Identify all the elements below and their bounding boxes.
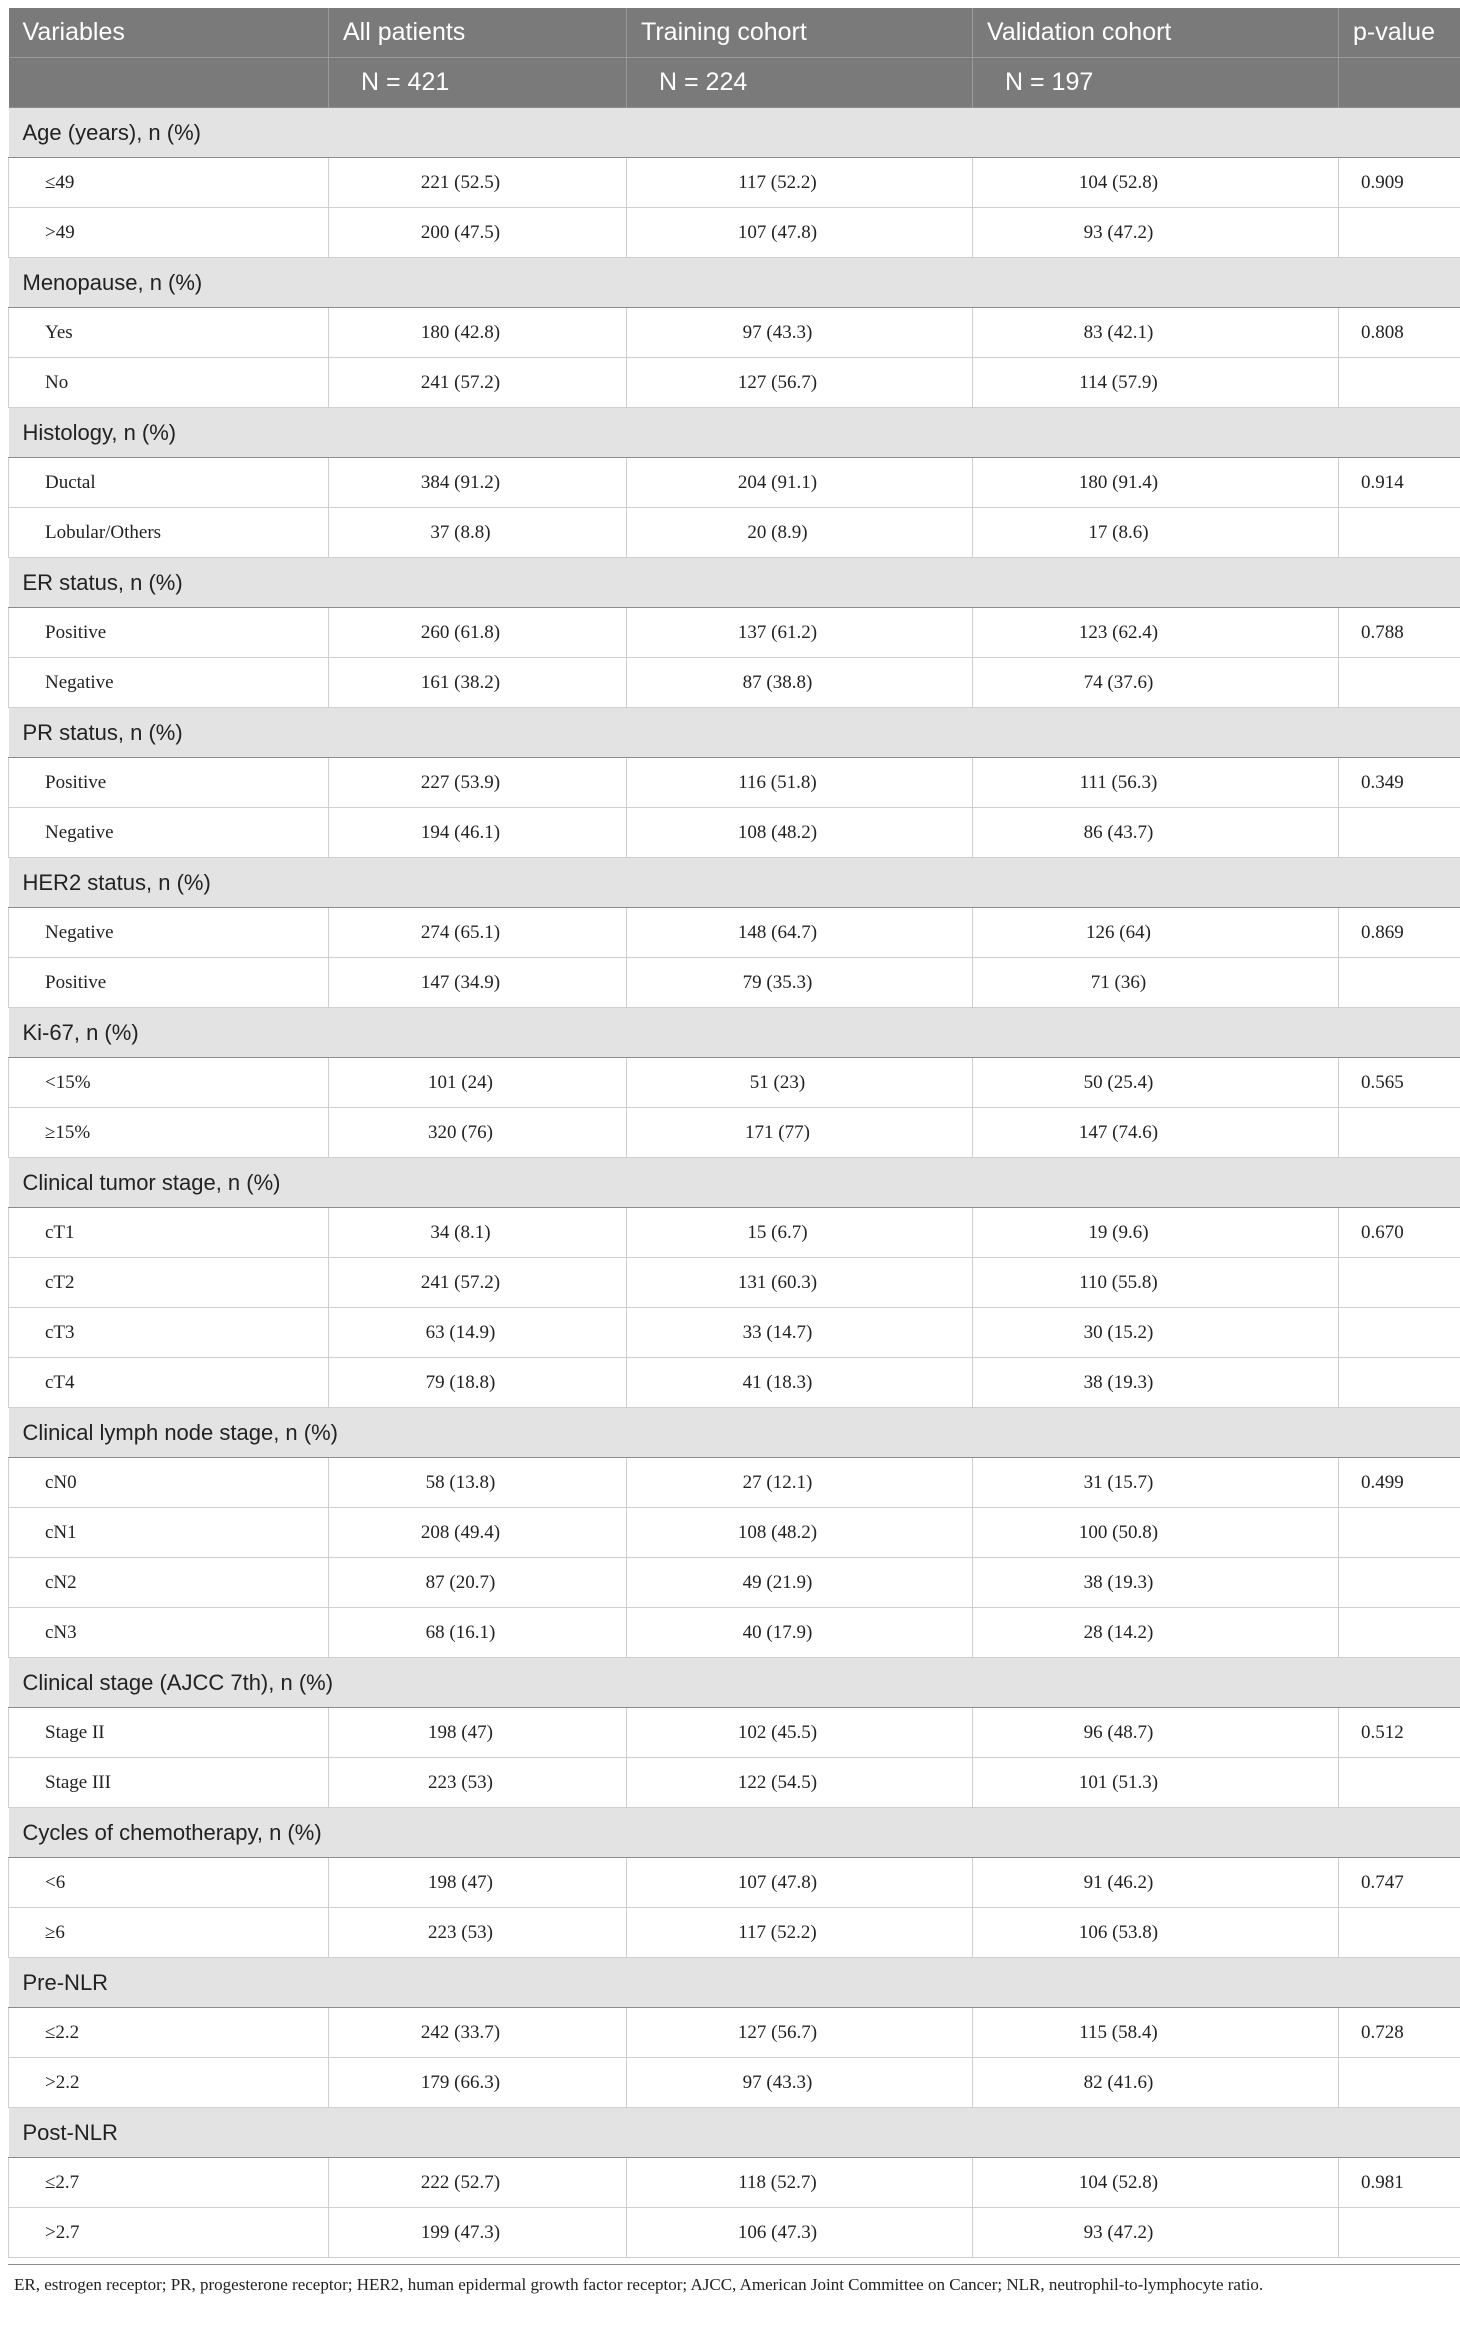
row-label-cell: Stage III — [9, 1758, 329, 1808]
row-label-cell: <6 — [9, 1858, 329, 1908]
group-header-row — [9, 1808, 1460, 1858]
row-label-cell: >2.2 — [9, 2058, 329, 2108]
p-value-cell: 0.808 — [1339, 308, 1460, 358]
validation-cohort-cell: 114 (57.9) — [973, 358, 1339, 408]
table-row — [9, 1908, 1460, 1958]
table-row — [9, 1708, 1460, 1758]
group-title: Post-NLR — [9, 2108, 1460, 2158]
training-cohort-cell: 33 (14.7) — [627, 1308, 973, 1358]
validation-cohort-cell: 28 (14.2) — [973, 1608, 1339, 1658]
row-label-cell: Positive — [9, 758, 329, 808]
table-row — [9, 908, 1460, 958]
validation-cohort-cell: 106 (53.8) — [973, 1908, 1339, 1958]
group-header-row — [9, 108, 1460, 158]
table-row — [9, 1458, 1460, 1508]
header-row — [9, 8, 1460, 58]
validation-cohort-cell: 126 (64) — [973, 908, 1339, 958]
p-value-cell — [1339, 2208, 1460, 2258]
group-header-row — [9, 2108, 1460, 2158]
p-value-cell: 0.747 — [1339, 1858, 1460, 1908]
table-row — [9, 658, 1460, 708]
row-label-cell: cT2 — [9, 1258, 329, 1308]
all-patients-cell: 198 (47) — [329, 1708, 627, 1758]
column-header-p-value: p-value — [1339, 8, 1460, 58]
group-title: PR status, n (%) — [9, 708, 1460, 758]
p-value-cell — [1339, 208, 1460, 258]
p-value-cell: 0.788 — [1339, 608, 1460, 658]
all-patients-cell: 194 (46.1) — [329, 808, 627, 858]
validation-cohort-cell: 17 (8.6) — [973, 508, 1339, 558]
training-cohort-cell: 127 (56.7) — [627, 358, 973, 408]
all-patients-cell: 223 (53) — [329, 1908, 627, 1958]
row-label-cell: cN2 — [9, 1558, 329, 1608]
table-row — [9, 2208, 1460, 2258]
p-value-cell — [1339, 1308, 1460, 1358]
table-footnote: ER, estrogen receptor; PR, progesterone receptor; HER2, human epidermal growth factor receptor; AJCC, American Joint Committee on Cancer; NLR, neutrophil-to-lymphocyte ratio. — [8, 2264, 1460, 2311]
group-title: Clinical stage (AJCC 7th), n (%) — [9, 1658, 1460, 1708]
validation-cohort-cell: 111 (56.3) — [973, 758, 1339, 808]
validation-cohort-cell: 96 (48.7) — [973, 1708, 1339, 1758]
all-patients-cell: 63 (14.9) — [329, 1308, 627, 1358]
validation-cohort-cell: 147 (74.6) — [973, 1108, 1339, 1158]
table-header — [9, 8, 1460, 108]
all-patients-cell: 223 (53) — [329, 1758, 627, 1808]
training-cohort-cell: 108 (48.2) — [627, 1508, 973, 1558]
validation-cohort-cell: 38 (19.3) — [973, 1558, 1339, 1608]
validation-cohort-cell: 93 (47.2) — [973, 2208, 1339, 2258]
all-patients-cell: 198 (47) — [329, 1858, 627, 1908]
row-label-cell: cN1 — [9, 1508, 329, 1558]
group-header-row — [9, 408, 1460, 458]
training-cohort-cell: 116 (51.8) — [627, 758, 973, 808]
table-row — [9, 1108, 1460, 1158]
p-value-cell — [1339, 1608, 1460, 1658]
all-patients-cell: 274 (65.1) — [329, 908, 627, 958]
group-title: Clinical tumor stage, n (%) — [9, 1158, 1460, 1208]
row-label-cell: >49 — [9, 208, 329, 258]
validation-cohort-cell: 19 (9.6) — [973, 1208, 1339, 1258]
all-patients-cell: 320 (76) — [329, 1108, 627, 1158]
table-row — [9, 1258, 1460, 1308]
training-cohort-cell: 137 (61.2) — [627, 608, 973, 658]
validation-cohort-cell: 74 (37.6) — [973, 658, 1339, 708]
training-cohort-cell: 97 (43.3) — [627, 308, 973, 358]
validation-cohort-cell: 83 (42.1) — [973, 308, 1339, 358]
p-value-cell: 0.499 — [1339, 1458, 1460, 1508]
row-label-cell: >2.7 — [9, 2208, 329, 2258]
training-cohort-cell: 171 (77) — [627, 1108, 973, 1158]
all-patients-cell: 384 (91.2) — [329, 458, 627, 508]
group-title: ER status, n (%) — [9, 558, 1460, 608]
training-cohort-cell: 127 (56.7) — [627, 2008, 973, 2058]
all-patients-cell: 200 (47.5) — [329, 208, 627, 258]
group-header-row — [9, 1158, 1460, 1208]
p-value-cell: 0.670 — [1339, 1208, 1460, 1258]
validation-cohort-cell: 123 (62.4) — [973, 608, 1339, 658]
row-label-cell: Positive — [9, 958, 329, 1008]
count-training-cohort: N = 224 — [627, 58, 973, 108]
all-patients-cell: 180 (42.8) — [329, 308, 627, 358]
p-value-cell — [1339, 1358, 1460, 1408]
row-label-cell: ≤2.2 — [9, 2008, 329, 2058]
all-patients-cell: 241 (57.2) — [329, 1258, 627, 1308]
row-label-cell: Ductal — [9, 458, 329, 508]
p-value-cell — [1339, 358, 1460, 408]
all-patients-cell: 221 (52.5) — [329, 158, 627, 208]
group-header-row — [9, 1658, 1460, 1708]
row-label-cell: Negative — [9, 658, 329, 708]
table-row — [9, 758, 1460, 808]
training-cohort-cell: 97 (43.3) — [627, 2058, 973, 2108]
p-value-cell — [1339, 1258, 1460, 1308]
training-cohort-cell: 41 (18.3) — [627, 1358, 973, 1408]
p-value-cell: 0.728 — [1339, 2008, 1460, 2058]
count-all-patients: N = 421 — [329, 58, 627, 108]
validation-cohort-cell: 86 (43.7) — [973, 808, 1339, 858]
row-label-cell: Stage II — [9, 1708, 329, 1758]
column-header-validation-cohort: Validation cohort — [973, 8, 1339, 58]
table-row — [9, 358, 1460, 408]
group-title: Ki-67, n (%) — [9, 1008, 1460, 1058]
all-patients-cell: 147 (34.9) — [329, 958, 627, 1008]
all-patients-cell: 222 (52.7) — [329, 2158, 627, 2208]
header-count-row — [9, 58, 1460, 108]
row-label-cell: Yes — [9, 308, 329, 358]
all-patients-cell: 58 (13.8) — [329, 1458, 627, 1508]
group-title: Cycles of chemotherapy, n (%) — [9, 1808, 1460, 1858]
all-patients-cell: 68 (16.1) — [329, 1608, 627, 1658]
validation-cohort-cell: 100 (50.8) — [973, 1508, 1339, 1558]
count-validation-cohort: N = 197 — [973, 58, 1339, 108]
validation-cohort-cell: 91 (46.2) — [973, 1858, 1339, 1908]
p-value-cell — [1339, 1108, 1460, 1158]
group-header-row — [9, 1408, 1460, 1458]
all-patients-cell: 37 (8.8) — [329, 508, 627, 558]
p-value-cell: 0.981 — [1339, 2158, 1460, 2208]
row-label-cell: ≤49 — [9, 158, 329, 208]
all-patients-cell: 179 (66.3) — [329, 2058, 627, 2108]
validation-cohort-cell: 104 (52.8) — [973, 158, 1339, 208]
training-cohort-cell: 40 (17.9) — [627, 1608, 973, 1658]
p-value-cell — [1339, 1908, 1460, 1958]
all-patients-cell: 101 (24) — [329, 1058, 627, 1108]
row-label-cell: Positive — [9, 608, 329, 658]
training-cohort-cell: 15 (6.7) — [627, 1208, 973, 1258]
training-cohort-cell: 79 (35.3) — [627, 958, 973, 1008]
group-header-row — [9, 858, 1460, 908]
validation-cohort-cell: 101 (51.3) — [973, 1758, 1339, 1808]
training-cohort-cell: 107 (47.8) — [627, 1858, 973, 1908]
training-cohort-cell: 204 (91.1) — [627, 458, 973, 508]
p-value-cell — [1339, 658, 1460, 708]
all-patients-cell: 34 (8.1) — [329, 1208, 627, 1258]
group-title: Clinical lymph node stage, n (%) — [9, 1408, 1460, 1458]
all-patients-cell: 87 (20.7) — [329, 1558, 627, 1608]
p-value-cell — [1339, 508, 1460, 558]
p-value-cell — [1339, 1508, 1460, 1558]
training-cohort-cell: 20 (8.9) — [627, 508, 973, 558]
row-label-cell: ≥6 — [9, 1908, 329, 1958]
p-value-cell: 0.869 — [1339, 908, 1460, 958]
all-patients-cell: 161 (38.2) — [329, 658, 627, 708]
group-title: Histology, n (%) — [9, 408, 1460, 458]
table-row — [9, 1508, 1460, 1558]
all-patients-cell: 79 (18.8) — [329, 1358, 627, 1408]
p-value-cell: 0.909 — [1339, 158, 1460, 208]
table-row — [9, 208, 1460, 258]
baseline-characteristics-table-container — [8, 8, 1460, 2311]
row-label-cell: cN0 — [9, 1458, 329, 1508]
row-label-cell: ≥15% — [9, 1108, 329, 1158]
all-patients-cell: 242 (33.7) — [329, 2008, 627, 2058]
table-row — [9, 1058, 1460, 1108]
table-row — [9, 1858, 1460, 1908]
column-header-all-patients: All patients — [329, 8, 627, 58]
training-cohort-cell: 117 (52.2) — [627, 158, 973, 208]
group-title: Age (years), n (%) — [9, 108, 1460, 158]
group-header-row — [9, 1008, 1460, 1058]
row-label-cell: Negative — [9, 908, 329, 958]
p-value-cell — [1339, 808, 1460, 858]
all-patients-cell: 227 (53.9) — [329, 758, 627, 808]
training-cohort-cell: 87 (38.8) — [627, 658, 973, 708]
table-row — [9, 2158, 1460, 2208]
table-row — [9, 1558, 1460, 1608]
count-p-value — [1339, 58, 1460, 108]
training-cohort-cell: 148 (64.7) — [627, 908, 973, 958]
group-header-row — [9, 708, 1460, 758]
row-label-cell: <15% — [9, 1058, 329, 1108]
validation-cohort-cell: 115 (58.4) — [973, 2008, 1339, 2058]
table-row — [9, 1608, 1460, 1658]
p-value-cell — [1339, 2058, 1460, 2108]
validation-cohort-cell: 104 (52.8) — [973, 2158, 1339, 2208]
training-cohort-cell: 122 (54.5) — [627, 1758, 973, 1808]
training-cohort-cell: 102 (45.5) — [627, 1708, 973, 1758]
row-label-cell: cN3 — [9, 1608, 329, 1658]
table-row — [9, 608, 1460, 658]
row-label-cell: cT1 — [9, 1208, 329, 1258]
training-cohort-cell: 27 (12.1) — [627, 1458, 973, 1508]
row-label-cell: ≤2.7 — [9, 2158, 329, 2208]
training-cohort-cell: 118 (52.7) — [627, 2158, 973, 2208]
table-row — [9, 1358, 1460, 1408]
p-value-cell — [1339, 1758, 1460, 1808]
column-header-training-cohort: Training cohort — [627, 8, 973, 58]
validation-cohort-cell: 93 (47.2) — [973, 208, 1339, 258]
training-cohort-cell: 51 (23) — [627, 1058, 973, 1108]
p-value-cell — [1339, 1558, 1460, 1608]
table-row — [9, 2058, 1460, 2108]
validation-cohort-cell: 71 (36) — [973, 958, 1339, 1008]
group-title: Pre-NLR — [9, 1958, 1460, 2008]
row-label-cell: No — [9, 358, 329, 408]
group-title: Menopause, n (%) — [9, 258, 1460, 308]
column-header-variables: Variables — [9, 8, 329, 58]
training-cohort-cell: 49 (21.9) — [627, 1558, 973, 1608]
row-label-cell: Negative — [9, 808, 329, 858]
table-body — [9, 108, 1460, 2258]
p-value-cell: 0.512 — [1339, 1708, 1460, 1758]
validation-cohort-cell: 31 (15.7) — [973, 1458, 1339, 1508]
table-row — [9, 958, 1460, 1008]
all-patients-cell: 241 (57.2) — [329, 358, 627, 408]
validation-cohort-cell: 180 (91.4) — [973, 458, 1339, 508]
training-cohort-cell: 108 (48.2) — [627, 808, 973, 858]
validation-cohort-cell: 110 (55.8) — [973, 1258, 1339, 1308]
p-value-cell: 0.565 — [1339, 1058, 1460, 1108]
training-cohort-cell: 117 (52.2) — [627, 1908, 973, 1958]
count-variables — [9, 58, 329, 108]
all-patients-cell: 199 (47.3) — [329, 2208, 627, 2258]
all-patients-cell: 260 (61.8) — [329, 608, 627, 658]
validation-cohort-cell: 82 (41.6) — [973, 2058, 1339, 2108]
p-value-cell: 0.914 — [1339, 458, 1460, 508]
row-label-cell: cT3 — [9, 1308, 329, 1358]
validation-cohort-cell: 50 (25.4) — [973, 1058, 1339, 1108]
group-title: HER2 status, n (%) — [9, 858, 1460, 908]
training-cohort-cell: 106 (47.3) — [627, 2208, 973, 2258]
training-cohort-cell: 107 (47.8) — [627, 208, 973, 258]
row-label-cell: cT4 — [9, 1358, 329, 1408]
table-row — [9, 1758, 1460, 1808]
validation-cohort-cell: 30 (15.2) — [973, 1308, 1339, 1358]
group-header-row — [9, 1958, 1460, 2008]
training-cohort-cell: 131 (60.3) — [627, 1258, 973, 1308]
table-row — [9, 1208, 1460, 1258]
table-row — [9, 508, 1460, 558]
table-row — [9, 2008, 1460, 2058]
p-value-cell — [1339, 958, 1460, 1008]
table-row — [9, 308, 1460, 358]
group-header-row — [9, 258, 1460, 308]
all-patients-cell: 208 (49.4) — [329, 1508, 627, 1558]
table-row — [9, 808, 1460, 858]
validation-cohort-cell: 38 (19.3) — [973, 1358, 1339, 1408]
table-row — [9, 458, 1460, 508]
group-header-row — [9, 558, 1460, 608]
table-row — [9, 1308, 1460, 1358]
row-label-cell: Lobular/Others — [9, 508, 329, 558]
baseline-characteristics-table — [8, 8, 1460, 2258]
p-value-cell: 0.349 — [1339, 758, 1460, 808]
table-row — [9, 158, 1460, 208]
